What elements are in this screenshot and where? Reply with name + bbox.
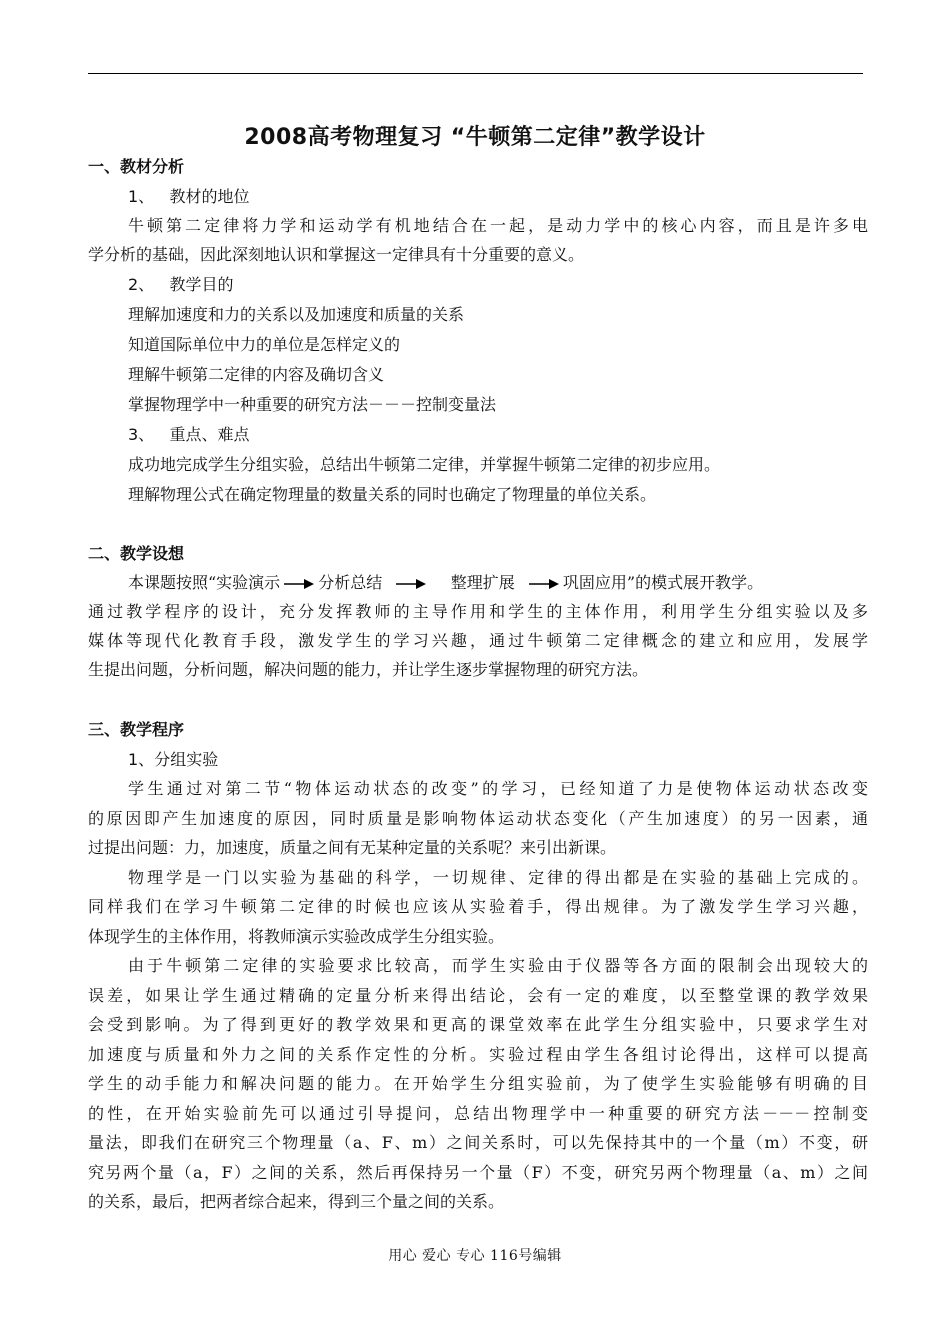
key-point: 成功地完成学生分组实验，总结出牛顿第二定律，并掌握牛顿第二定律的初步应用。 (128, 455, 721, 474)
paragraph-line: 的原因即产生加速度的原因，同时质量是影响物体运动状态变化（产生加速度）的另一因素，通 (88, 809, 868, 828)
goal-item: 理解加速度和力的关系以及加速度和质量的关系 (128, 305, 465, 324)
paragraph-line: 媒体等现代化教育手段，激发学生的学习兴趣，通过牛顿第二定律概念的建立和应用，发展学 (88, 631, 868, 650)
paragraph-line: 加速度与质量和外力之间的关系作定性的分析。实验过程由学生各组讨论得出，这样可以提高 (88, 1045, 868, 1064)
paragraph-line: 学生的动手能力和解决问题的能力。在开始学生分组实验前，为了使学生实验能够有明确的目 (88, 1074, 868, 1093)
subheading-1-1: 1、 教材的地位 (128, 187, 250, 206)
paragraph-line: 学分析的基础，因此深刻地认识和掌握这一定律具有十分重要的意义。 (88, 245, 585, 264)
paragraph-line: 体现学生的主体作用，将教师演示实验改成学生分组实验。 (88, 927, 505, 946)
paragraph-line: 牛顿第二定律将力学和运动学有机地结合在一起，是动力学中的核心内容，而且是许多电 (128, 216, 868, 235)
paragraph-line: 物理学是一门以实验为基础的科学，一切规律、定律的得出都是在实验的基础上完成的。 (128, 868, 868, 887)
paragraph-line: 学生通过对第二节“物体运动状态的改变”的学习，已经知道了力是使物体运动状态改变 (128, 779, 868, 798)
page-footer: 用心 爱心 专心 116号编辑 (388, 1248, 562, 1264)
subheading-1-3: 3、 重点、难点 (128, 425, 250, 444)
subheading-1-2: 2、 教学目的 (128, 275, 234, 294)
paragraph-line: 的关系，最后，把两者综合起来，得到三个量之间的关系。 (88, 1192, 505, 1211)
header-rule (88, 73, 863, 74)
paragraph-line: 同样我们在学习牛顿第二定律的时候也应该从实验着手，得出规律。为了激发学生学习兴趣， (88, 897, 868, 916)
goal-item: 知道国际单位中力的单位是怎样定义的 (128, 335, 401, 354)
paragraph-line: 过提出问题：力，加速度，质量之间有无某种定量的关系呢？来引出新课。 (88, 838, 617, 857)
section-heading-3: 三、教学程序 (88, 720, 185, 739)
key-point: 理解物理公式在确定物理量的数量关系的同时也确定了物理量的单位关系。 (128, 485, 657, 504)
paragraph-line: 生提出问题，分析问题，解决问题的能力，并让学生逐步掌握物理的研究方法。 (88, 660, 649, 679)
section-heading-1: 一、教材分析 (88, 157, 185, 176)
arrow-right-icon (284, 579, 314, 589)
arrow-right-icon (396, 579, 426, 589)
paragraph-line: 究另两个量（a，F）之间的关系，然后再保持另一个量（F）不变，研究另两个物理量（a、m）之间 (88, 1163, 868, 1182)
arrow-right-icon (529, 579, 559, 589)
goal-item: 掌握物理学中一种重要的研究方法－－－控制变量法 (128, 395, 497, 414)
document-title: 2008高考物理复习 “牛顿第二定律”教学设计 (244, 125, 706, 150)
paragraph-line: 量法，即我们在研究三个物理量（a、F、m）之间关系时，可以先保持其中的一个量（m）不变，研 (88, 1133, 868, 1152)
goal-item: 理解牛顿第二定律的内容及确切含义 (128, 365, 385, 384)
subheading-3-1: 1、分组实验 (128, 750, 219, 769)
paragraph-line: 由于牛顿第二定律的实验要求比较高，而学生实验由于仪器等各方面的限制会出现较大的 (128, 956, 868, 975)
paragraph-line: 的性，在开始实验前先可以通过引导提问，总结出物理学中一种重要的研究方法－－－控制变 (88, 1104, 868, 1123)
paragraph-line: 误差，如果让学生通过精确的定量分析来得出结论，会有一定的难度，以至整堂课的教学效果 (88, 986, 868, 1005)
flow-line: 本课题按照“实验演示 分析总结 整理扩展 巩固应用”的模式展开教学。 (128, 573, 764, 592)
paragraph-line: 会受到影响。为了得到更好的教学效果和更高的课堂效率在此学生分组实验中，只要求学生对 (88, 1015, 868, 1034)
section-heading-2: 二、教学设想 (88, 544, 185, 563)
paragraph-line: 通过教学程序的设计，充分发挥教师的主导作用和学生的主体作用，利用学生分组实验以及多 (88, 602, 868, 621)
